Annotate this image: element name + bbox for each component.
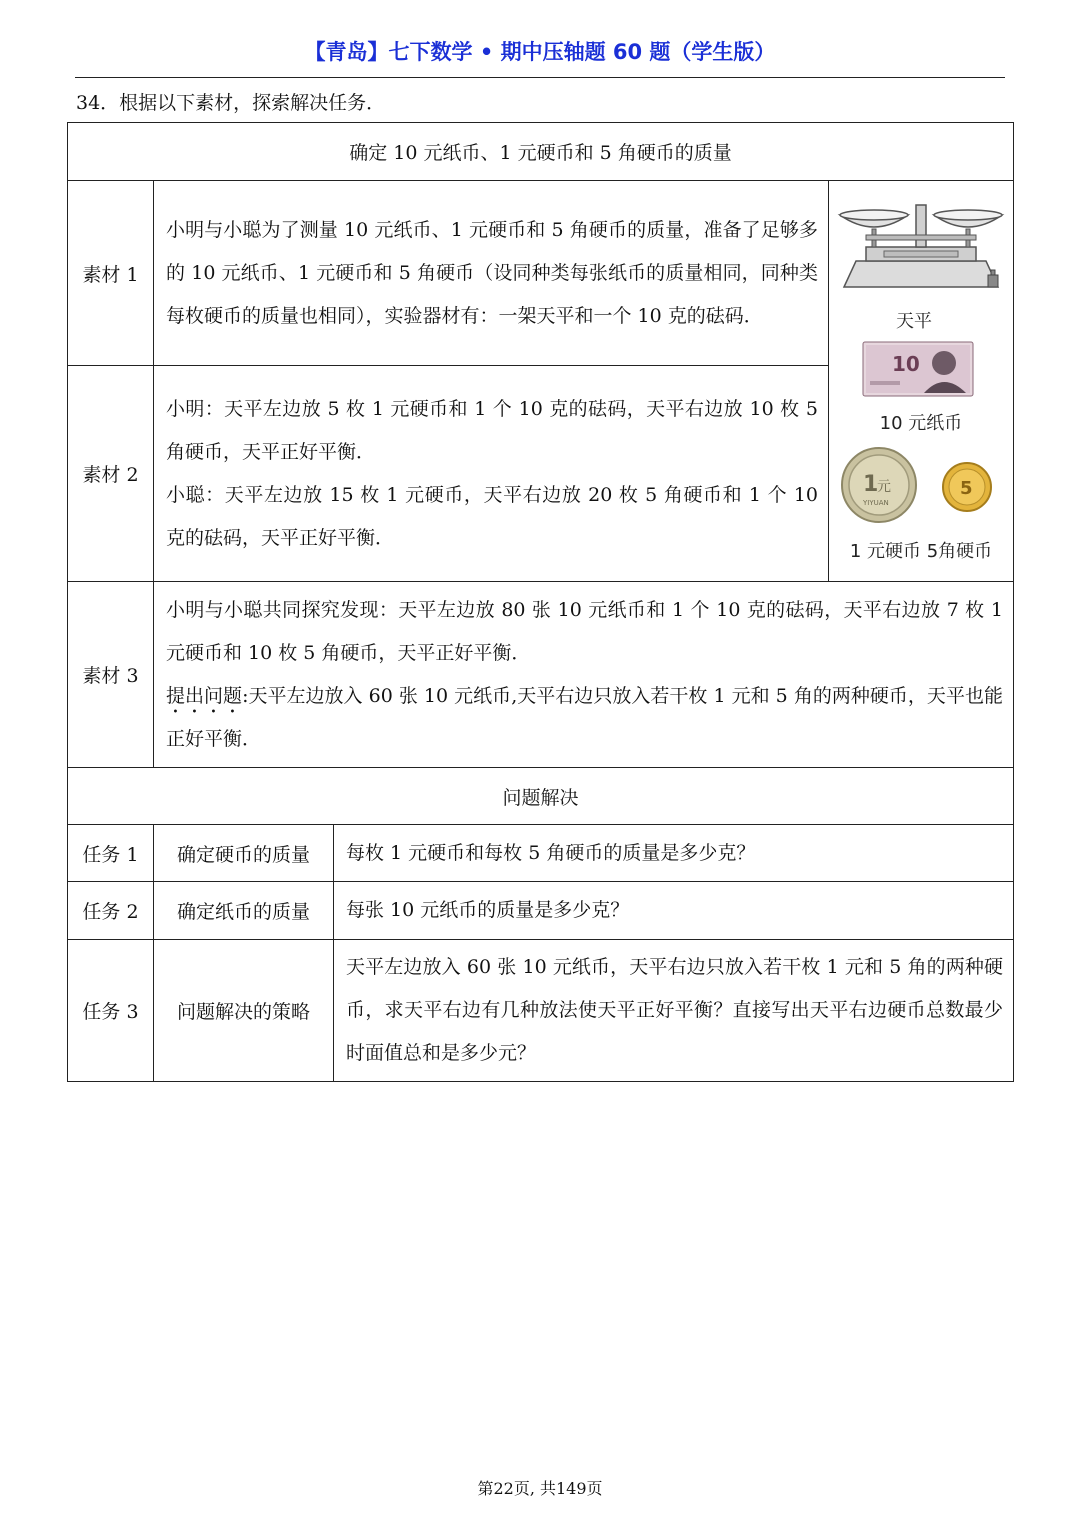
one-yuan-unit: 元 xyxy=(877,479,891,495)
task-2-name: 确定纸币的质量 xyxy=(154,882,334,940)
task-row-3 xyxy=(68,940,1014,1082)
figure-cell xyxy=(829,181,1014,582)
task-3-name: 问题解决的策略 xyxy=(154,940,334,1082)
material-3-para-1: 小明与小聪共同探究发现：天平左边放 80 张 10 元纸币和 1 个 10 克的砝码，天平右边放 7 枚 1 元硬币和 10 枚 5 角硬币，天平正好平衡． xyxy=(166,598,1003,664)
material-row-3 xyxy=(68,582,1014,768)
material-3-label: 素材 3 xyxy=(68,582,154,768)
section-title: 问题解决 xyxy=(68,768,1014,825)
material-2-para-2: 小聪：天平左边放 15 枚 1 元硬币，天平右边放 20 枚 5 角硬币和 1 个 10 克的砝码，天平正好平衡． xyxy=(166,483,818,549)
material-3-para-2 xyxy=(166,675,1003,761)
question-stem: 34．根据以下素材，探索解决任务． xyxy=(76,92,386,114)
task-row-1 xyxy=(68,825,1014,882)
material-3-text xyxy=(154,582,1014,768)
one-yuan-digit: 1 xyxy=(863,472,879,497)
material-1-text: 小明与小聪为了测量 10 元纸币、1 元硬币和 5 角硬币的质量，准备了足够多的 10 元纸币、1 元硬币和 5 角硬币（设同种类每张纸币的质量相同，同种类每枚硬币的质量也相同），实验器材有：一架天平和一个 10 克的砝码． xyxy=(154,181,829,366)
banknote-figure xyxy=(829,339,1013,409)
task-3-desc: 天平左边放入 60 张 10 元纸币，天平右边只放入若干枚 1 元和 5 角的两种硬币，求天平右边有几种放法使天平正好平衡？直接写出天平右边硬币总数最少时面值总和是多少元？ xyxy=(334,940,1014,1082)
section-title-row xyxy=(68,768,1014,825)
balance-scale-figure xyxy=(829,181,1013,339)
table-title-row xyxy=(68,123,1014,181)
materials-table xyxy=(67,122,1014,1082)
task-1-name: 确定硬币的质量 xyxy=(154,825,334,882)
material-2-para-1: 小明：天平左边放 5 枚 1 元硬币和 1 个 10 克的砝码，天平右边放 10 枚 5 角硬币，天平正好平衡． xyxy=(166,397,818,463)
material-2-text xyxy=(154,366,829,582)
material-row-1 xyxy=(68,181,1014,366)
banknote-value: 10 xyxy=(892,352,920,376)
material-1-label: 素材 1 xyxy=(68,181,154,366)
table-title: 确定 10 元纸币、1 元硬币和 5 角硬币的质量 xyxy=(68,123,1014,181)
document-header: 【青岛】七下数学 • 期中压轴题 60 题（学生版） xyxy=(304,40,776,64)
coins-figure xyxy=(829,443,1013,531)
task-2-desc: 每张 10 元纸币的质量是多少克？ xyxy=(334,882,1014,940)
task-2-label: 任务 2 xyxy=(68,882,154,940)
banknote-icon xyxy=(862,341,974,397)
task-1-label: 任务 1 xyxy=(68,825,154,882)
one-yuan-coin-icon xyxy=(839,445,919,525)
material-3-para-2-rest: :天平左边放入 60 张 10 元纸币,天平右边只放入若干枚 1 元和 5 角的两种硬币，天平也能正好平衡． xyxy=(166,684,1003,750)
task-1-desc: 每枚 1 元硬币和每枚 5 角硬币的质量是多少克？ xyxy=(334,825,1014,882)
task-row-2 xyxy=(68,882,1014,940)
material-2-label: 素材 2 xyxy=(68,366,154,582)
five-jiao-coin-icon xyxy=(941,461,993,513)
task-3-label: 任务 3 xyxy=(68,940,154,1082)
one-yuan-pinyin: YIYUAN xyxy=(863,499,889,507)
coins-caption: 1 元硬币 5角硬币 xyxy=(849,541,993,562)
emphasized-phrase: 提出问题 xyxy=(166,684,243,707)
banknote-caption: 10 元纸币 xyxy=(879,413,963,434)
scale-label: 天平 xyxy=(896,311,932,332)
five-jiao-digit: 5 xyxy=(960,478,973,499)
page-footer: 第22页, 共149页 xyxy=(477,1479,603,1498)
header-divider xyxy=(75,77,1005,78)
